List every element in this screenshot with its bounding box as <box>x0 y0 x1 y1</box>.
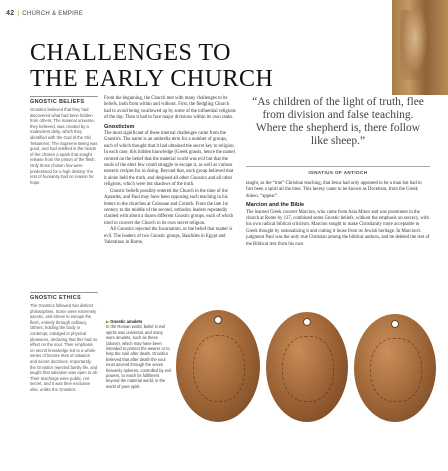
intro-paragraph: From the beginning, the Church met with many challenges to its beliefs, both from within and without. First, the fledgling Church had to avoid being swallowed up by some of the influential religions of the day. Then it had to face major divisions within its own ranks. <box>104 96 236 121</box>
fresco-image <box>392 0 448 95</box>
caption-arrow-icon: ▶ <box>106 319 110 324</box>
section-heading-gnosticism: Gnosticism <box>104 123 135 130</box>
body-paragraph: taught, as the “true” Christian teaching, that Jesus had only appeared to be a man but had in fact been a spirit all the time. This heresy came to be known as Docetism, from the Greek dokeo, “appear”. <box>246 181 422 199</box>
sidebar-text: Gnostics believed that they had discovered what had been hidden from others. The material universe, they believed, was created by a malevolent deity, which they identified with the God of the Old Testament. The Supreme Being was good, and had instilled in the hearts of the chosen a spark that sought release from the prison of the flesh. Only those chosen few were predestined for a high destiny: the rest of humanity had no reason for hope. <box>30 107 98 185</box>
caption-title: Gnostic amulets <box>110 319 143 324</box>
image-caption <box>106 319 172 389</box>
amulet-hole <box>391 320 399 328</box>
amulet-hole <box>303 318 311 326</box>
main-column-2 <box>246 181 430 248</box>
caption-text: In the Roman world, belief in evil spirits was universal, and many wore amulets, such as these (above), which may have been intended to protect the wearer or to help the soul after death. Gnostics believed that after death the soul must ascend through the seven heavenly spheres, controlled by evil powers, to reach its fulfilment beyond the material world, in the world of pure spirit. <box>106 324 171 389</box>
amulet-engraving <box>282 336 333 402</box>
amulet-engraving <box>370 338 421 403</box>
title-line-1: CHALLENGES TO <box>30 40 231 66</box>
quote-rule <box>246 166 430 167</box>
body-paragraph: The most significant of these internal challenges came from the Gnostics. The name is an umbrella term for a number of groups, each of which thought that it had obtained the secret key to religion. In each case, this hidden knowledge (Greek gnosis, hence the name) centred on the belief that the material world was evil but that the souls of the elect few could struggle to escape it, as well as various esoteric recipes for so doing. Beyond that, each group believed that it alone held the truth, and despised all other Gnostics and all other religions, which were but shadows of the truth. <box>104 131 236 188</box>
page-number: 42 <box>6 10 15 17</box>
header-divider: | <box>17 10 20 17</box>
amulet-hole <box>214 316 222 324</box>
amulet-image-2 <box>266 312 348 422</box>
body-paragraph: Gnostic beliefs possibly entered the Church in the time of the Apostles, and Paul may have been opposing such teaching in his letters to the churches at Colossae and Corinth. From the late 1st century to the middle of the second, orthodox leaders repeatedly clashed with about a dozen different Gnostic groups, each of which tried to convert the Church to its own secret religion. <box>104 188 234 226</box>
main-column-1 <box>104 96 236 246</box>
running-header <box>6 10 83 17</box>
sidebar-gnostic-beliefs <box>30 96 98 185</box>
pull-quote: “As children of the light of truth, flee from division and false teaching. Where the shepherd is, there follow like sheep.” <box>252 96 424 147</box>
sidebar-heading: GNOSTIC ETHICS <box>30 292 98 301</box>
title-line-2: THE EARLY CHURCH <box>30 66 274 92</box>
section-heading-marcion: Marcion and the Bible <box>246 202 305 209</box>
body-paragraph: The learned Greek convert Marcion, who came from Asia Minor and was prominent in the church at Rome by 137, combined some Gnostic beliefs, without the emphasis on secrecy, with his own radical biblical criticism. Marcion sought to make Christianity more acceptable to Greek thought by rationalizing it and cutting it loose from its Jewish heritage. In Marcion's judgment Paul was the only true Christian among the biblical authors, and he deleted the rest of the Biblical text from his own <box>246 209 430 247</box>
page-title <box>30 40 274 92</box>
amulet-image-1 <box>176 310 260 422</box>
section-name: CHURCH & EMPIRE <box>22 10 84 17</box>
sidebar-gnostic-ethics <box>30 292 98 393</box>
sidebar-heading: GNOSTIC BELIEFS <box>30 96 98 105</box>
amulet-engraving <box>193 335 245 402</box>
amulet-image-3 <box>354 314 436 422</box>
body-paragraph: All Gnostics rejected the Incarnation, or the belief that matter is evil. The leaders of two Gnostic groups, Basilides in Egypt and Valentinus in Rome, <box>104 227 233 245</box>
quote-attribution: IGNATIUS OF ANTIOCH <box>308 170 368 175</box>
sidebar-text: The Gnostics followed two distinct philosophies. Some were extremely ascetic, and strove to escape the flesh, entirely through celibacy. Others, holding the body in contempt, indulged in physical pleasures, declaring that this had no effect on the soul. Their emphasis on secret knowledge led to a whole series of bizarre rites of initiation and secret doctrines. Importantly, the Gnostics rejected family life, and taught that salvation was open to all. Their teachings were public, not secret, and it was their exclusive elite, unlike the Gnostics. <box>30 303 98 392</box>
